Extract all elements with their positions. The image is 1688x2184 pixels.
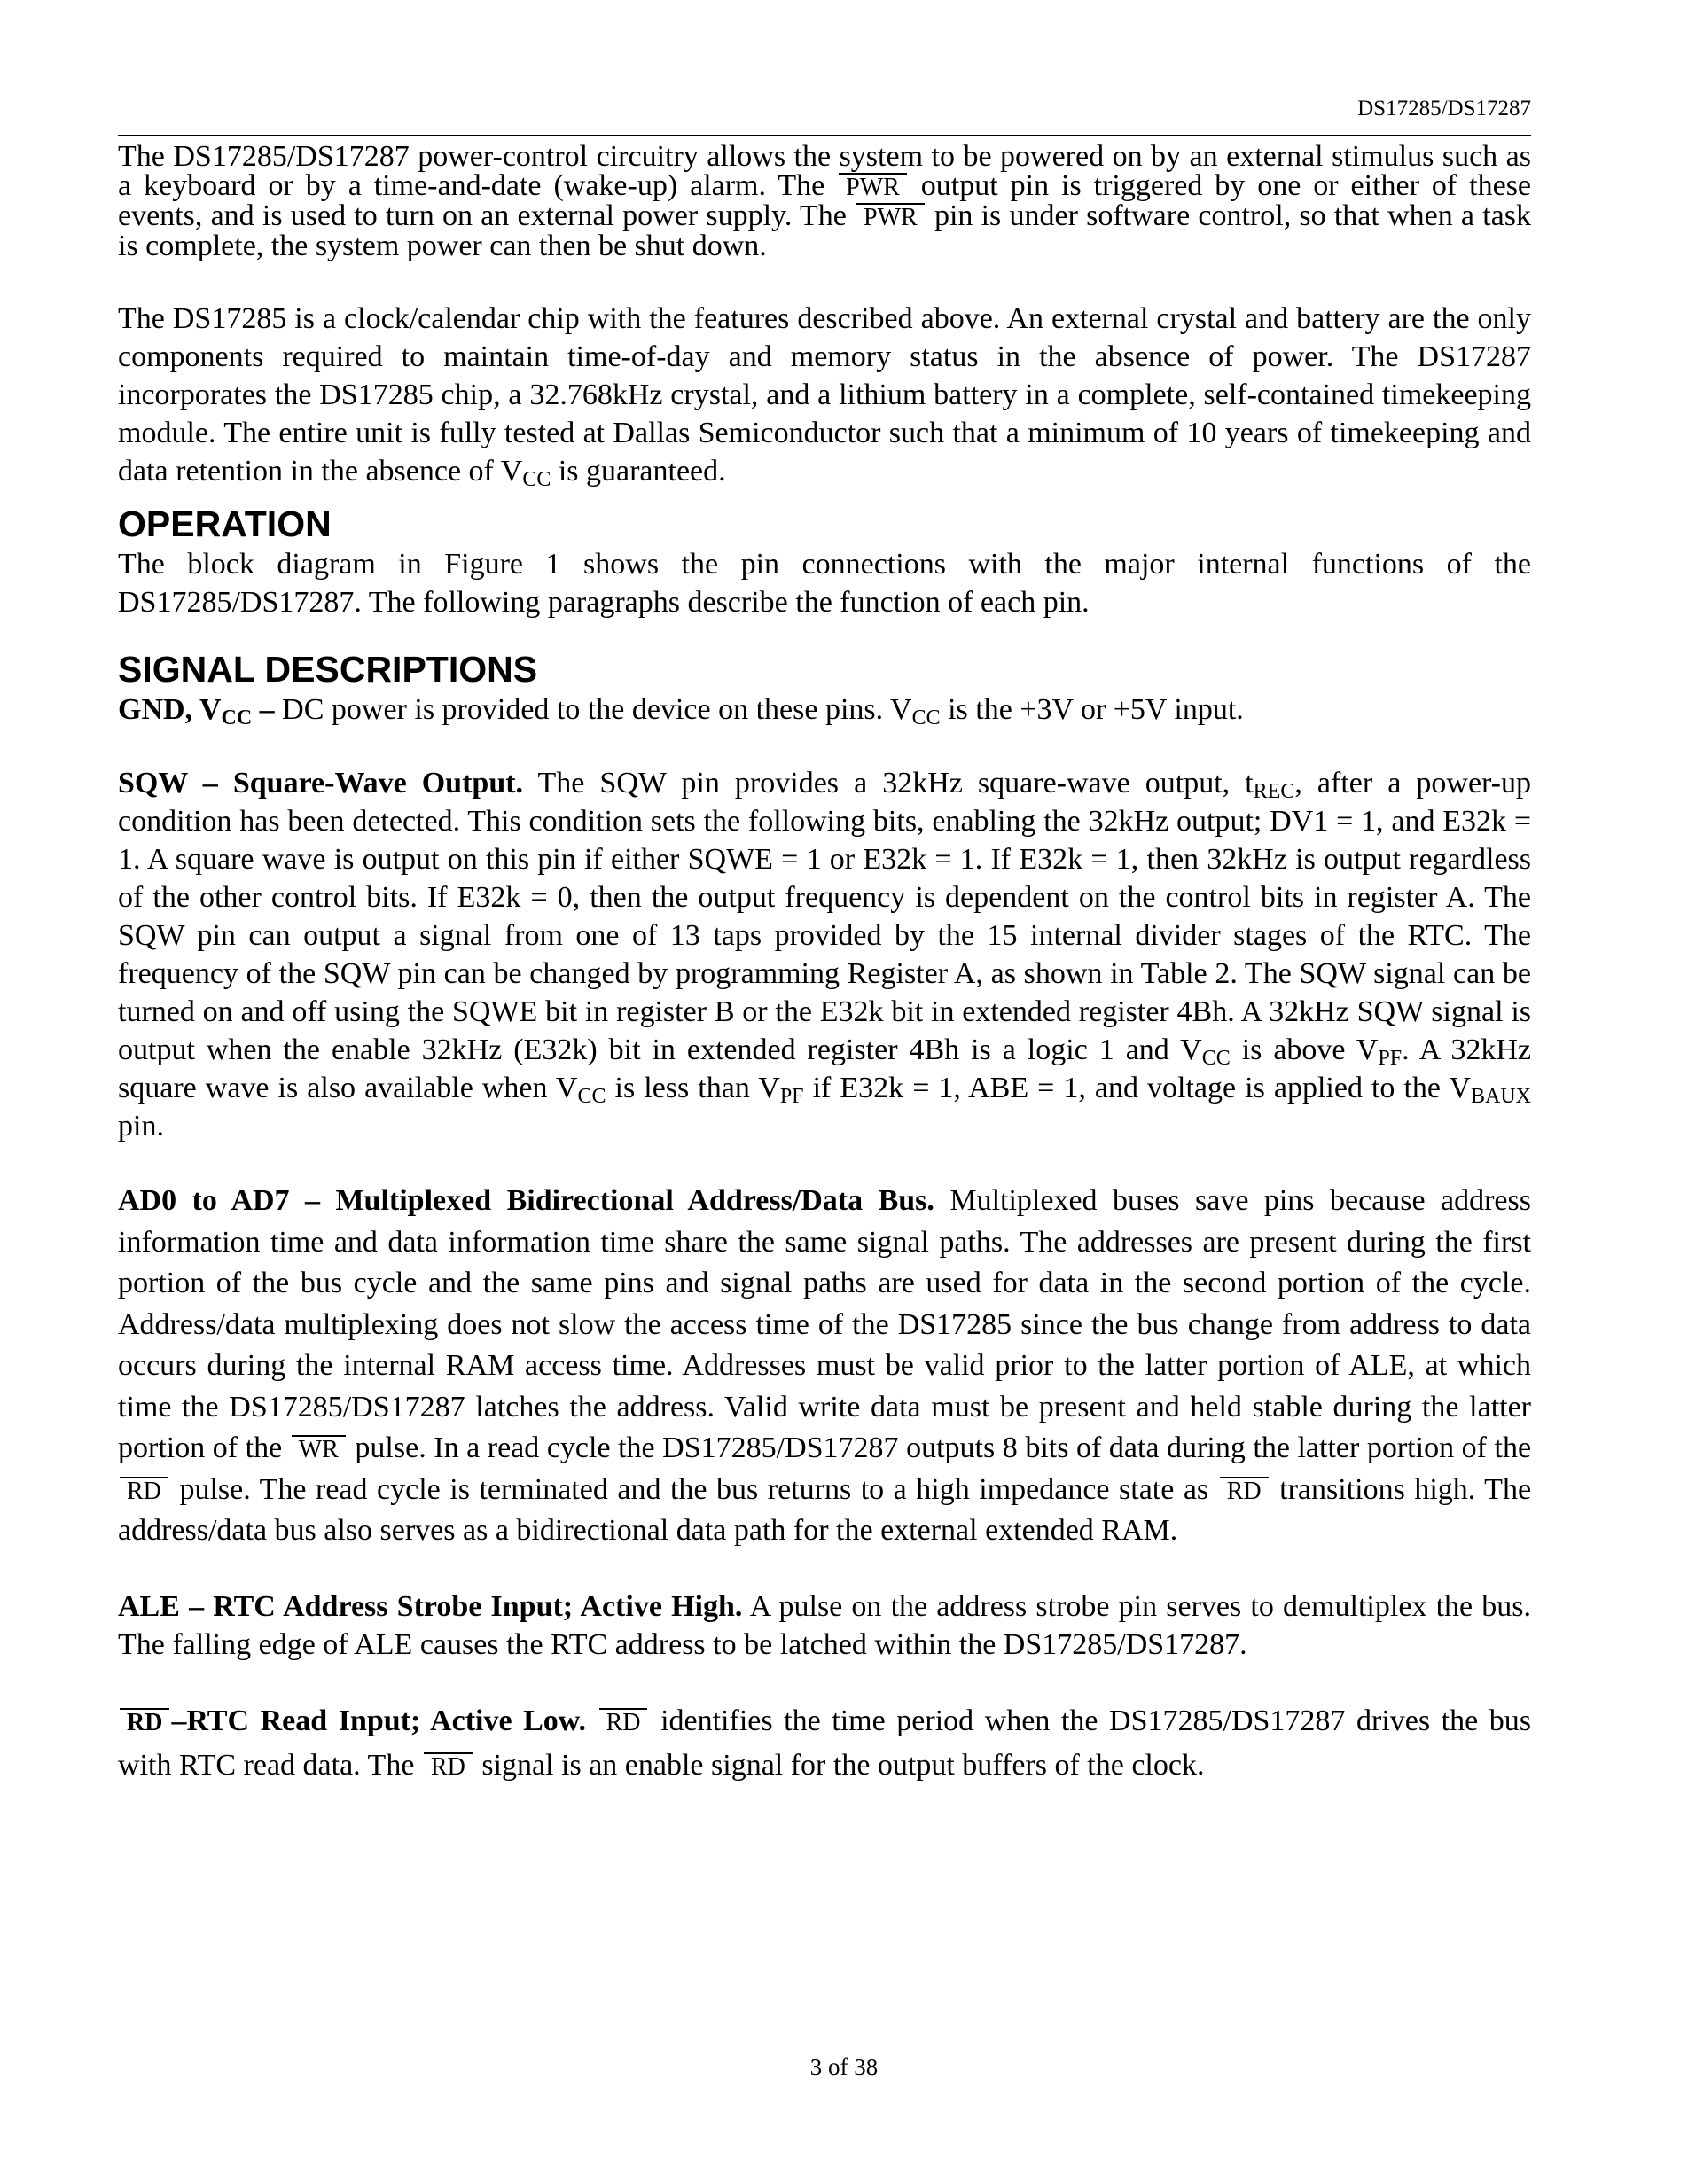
text-run: output pin is triggered by one or either of these events, and is used to turn on an external power supply. The xyxy=(118,169,1532,232)
subscript: BAUX xyxy=(1471,1085,1532,1108)
page-body xyxy=(118,142,1531,1788)
text-run: identifies the time period when the DS17285/DS17287 drives the bus with RTC read data. The xyxy=(118,1704,1532,1782)
text-run: transitions high. The address/data bus also serves as a bidirectional data path for the external extended RAM. xyxy=(118,1472,1532,1547)
paragraph-ad-bus xyxy=(118,1181,1531,1552)
ad-label: AD0 to AD7 – Multiplexed Bidirectional Address/Data Bus. xyxy=(118,1184,934,1217)
rd-label: –RTC Read Input; Active Low. xyxy=(171,1704,586,1737)
page-number: 3 of 38 xyxy=(809,2054,879,2080)
paragraph-power-control xyxy=(118,142,1531,261)
subscript: PF xyxy=(1378,1047,1403,1070)
text-run: is above V xyxy=(1241,1034,1379,1066)
pwr-signal: PWR xyxy=(839,173,907,201)
text-run: if E32k = 1, ABE = 1, and voltage is applied to the V xyxy=(812,1072,1471,1104)
running-header: DS17285/DS17287 xyxy=(1357,97,1531,121)
paragraph-sqw xyxy=(118,764,1531,1145)
rd-signal: RD xyxy=(120,1477,168,1505)
rd-signal: RD xyxy=(1220,1477,1269,1505)
text-run: The SQW pin provides a 32kHz square-wave output, t xyxy=(537,767,1254,800)
text-run: A pulse on the address strobe pin serves to demultiplex the bus. The falling edge of ALE causes the RTC address to be latched within the DS17285/DS17287. xyxy=(118,1589,1531,1661)
text-run: pulse. In a read cycle the DS17285/DS17287 outputs 8 bits of data during the latter portion of the xyxy=(355,1431,1532,1464)
text-run: pin is under software control, so that when a task is complete, the system power can then be shut down. xyxy=(118,199,1531,262)
text-run: , after a power-up condition has been detected. This condition sets the following bits, enabling the 32kHz output; DV1 = 1, and E32k = 1. A square wave is output on this pin if either SQWE = 1 or E32k = 1. If E32k = 1, then 32kHz is output regardless of the other control bits. If E32k = 0, then the output frequency is dependent on the control bits in register A. The SQW pin can output a signal from one of 13 taps provided by the 15 internal divider stages of the RTC. The frequency of the SQW pin can be changed by programming Register A, as shown in Table 2. The SQW signal can be turned on and off using the SQWE bit in register B or the E32k bit in extended register 4Bh. A 32kHz SQW signal is output when the enable 32kHz (E32k) bit in extended register 4Bh is a logic 1 and V xyxy=(118,767,1531,1066)
rd-signal: RD xyxy=(599,1708,648,1736)
header-rule xyxy=(118,135,1531,136)
ale-label: ALE – RTC Address Strobe Input; Active High. xyxy=(118,1589,743,1623)
rd-signal-label: RD xyxy=(120,1708,169,1736)
paragraph-rd xyxy=(118,1699,1531,1788)
subscript: PF xyxy=(779,1085,804,1108)
heading-signal-descriptions: SIGNAL DESCRIPTIONS xyxy=(118,649,538,690)
text-run: is less than V xyxy=(614,1072,780,1104)
paragraph-chip-overview xyxy=(118,300,1531,490)
text-run: signal is an enable signal for the output buffers of the clock. xyxy=(481,1748,1205,1782)
paragraph-operation: The block diagram in Figure 1 shows the pin connections with the major internal functions of the DS17285/DS17287. The following paragraphs describe the function of each pin. xyxy=(118,548,1531,619)
text-run: Multiplexed buses save pins because address information time and data information time share the same signal paths. The addresses are present during the first portion of the bus cycle and the same pins and signal paths are used for data in the second portion of the cycle. Address/data multiplexing does not slow the access time of the DS17285 since the bus change from address to data occurs during the internal RAM access time. Addresses must be valid prior to the latter portion of ALE, at which time the DS17285/DS17287 latches the address. Valid write data must be present and held stable during the latter portion of the xyxy=(118,1184,1531,1464)
subscript: CC xyxy=(522,468,551,491)
subscript: CC xyxy=(577,1085,606,1108)
text-run: . A 32kHz square wave is also available when V xyxy=(118,1034,1531,1104)
text-run: The DS17285/DS17287 power-control circuitry allows the system to be powered on by an external stimulus such as a keyboard or by a time-and-date (wake-up) alarm. The xyxy=(118,140,1531,202)
text-run: is guaranteed. xyxy=(558,455,726,488)
paragraph-ale xyxy=(118,1587,1531,1664)
subscript: REC xyxy=(1253,780,1295,803)
text-run: is the +3V or +5V input. xyxy=(948,693,1244,726)
text-run: DC power is provided to the device on these pins. V xyxy=(282,693,912,726)
text-run: The DS17285 is a clock/calendar chip with the features described above. An external crystal and battery are the only components required to maintain time-of-day and memory status in the absence of power. The DS17287 incorporates the DS17285 chip, a 32.768kHz crystal, and a lithium battery in a complete, self-contained timekeeping module. The entire unit is fully tested at Dallas Semiconductor such that a minimum of 10 years of timekeeping and data retention in the absence of V xyxy=(118,302,1531,488)
wr-signal: WR xyxy=(292,1435,346,1463)
pwr-signal: PWR xyxy=(856,203,925,231)
text-run: pin. xyxy=(118,1110,164,1143)
subscript: CC xyxy=(911,706,941,729)
sqw-label: SQW – Square-Wave Output. xyxy=(118,767,524,800)
heading-operation: OPERATION xyxy=(118,503,332,544)
subscript: CC xyxy=(1201,1047,1231,1070)
paragraph-gnd-vcc xyxy=(118,690,1531,729)
gnd-vcc-label: GND, $V_{CC}$ – xyxy=(118,693,275,729)
text-run: pulse. The read cycle is terminated and the bus returns to a high impedance state as xyxy=(179,1472,1209,1506)
rd-signal: RD xyxy=(424,1752,473,1781)
